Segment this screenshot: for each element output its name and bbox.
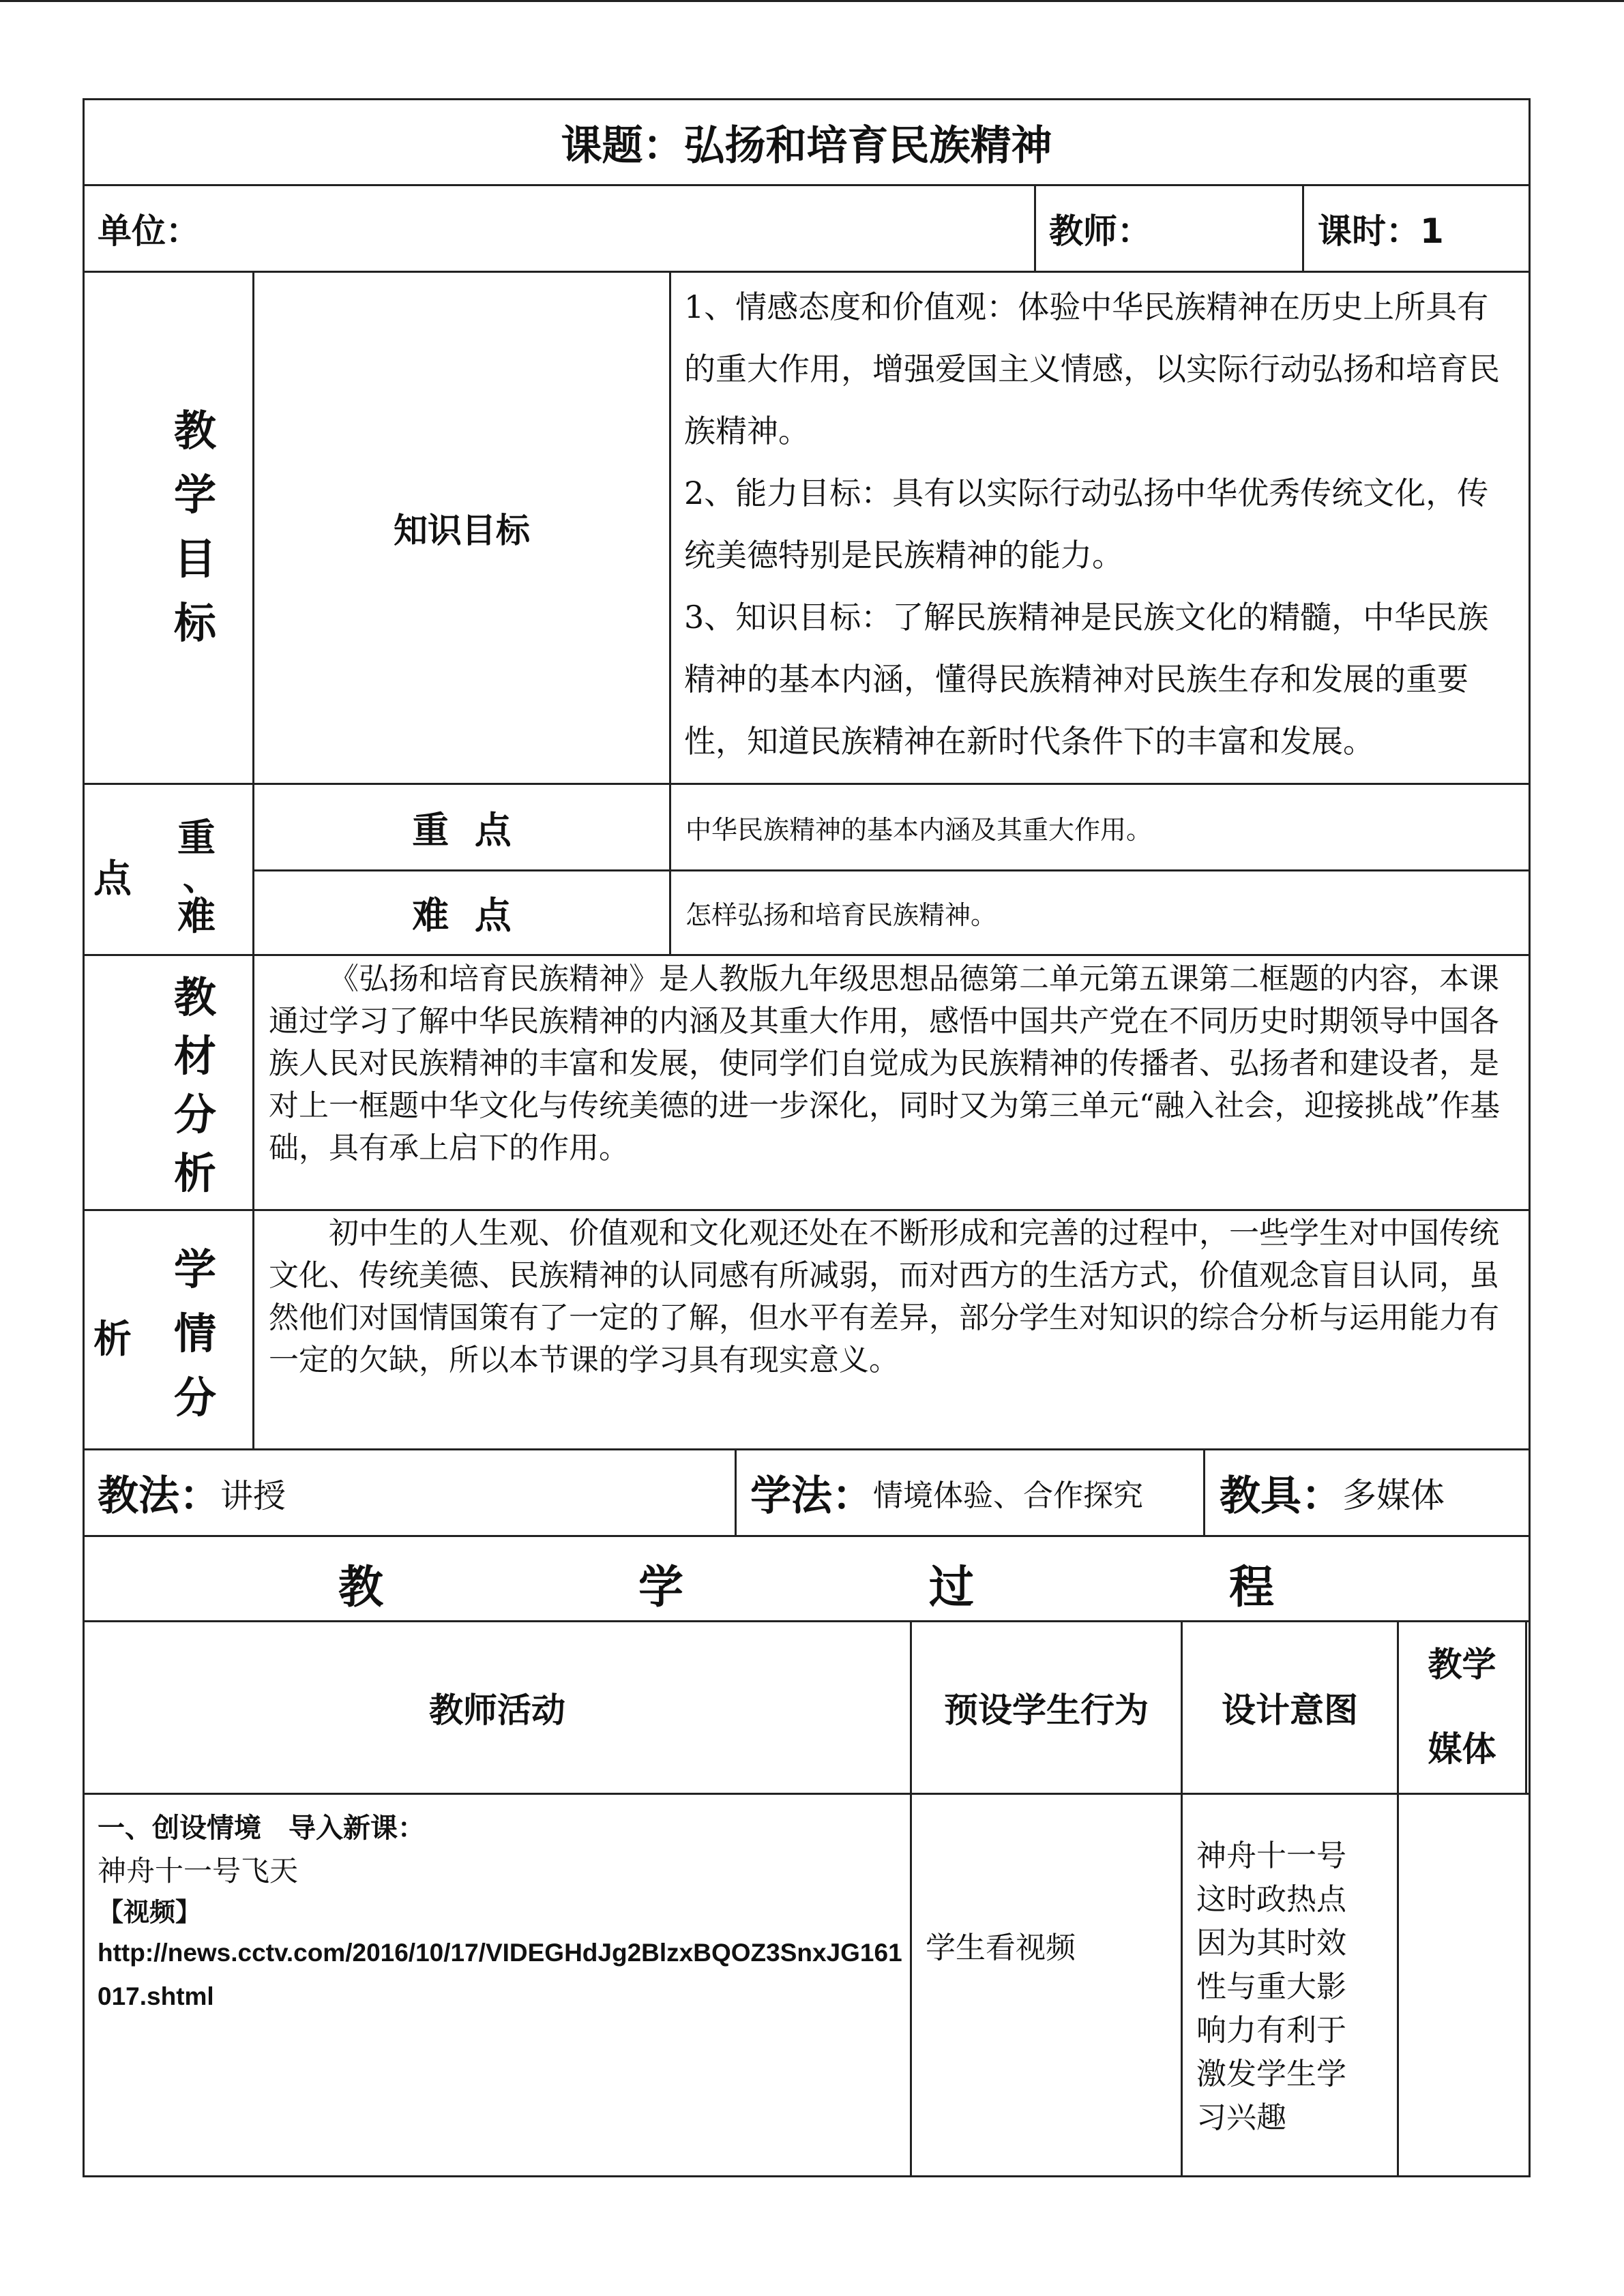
objectives-section-label [168,399,222,655]
label-char: 分 [173,1373,216,1422]
table-border [252,954,254,1450]
video-link[interactable]: http://news.cctv.com/2016/10/17/VIDEGHdJg2BlzxBQOZ3SnxJG161017.shtml [98,1939,902,2010]
unit-label: 单位： [98,211,200,251]
table-border [83,2175,1531,2177]
video-tag: 【视频】 [98,1897,202,1927]
teaching-tools-label: 教具： [1220,1472,1342,1520]
student-analysis-text: 初中生的人生观、价值观和文化观还处在不断形成和完善的过程中，一些学生对中国传统文化、传统美德、民族精神的认同感有所减弱，而对西方的生活方式，价值观念盲目认同，虽然他们对国情国策有了一定的了解，但水平有差异，部分学生对知识的综合分析与运用能力有一定的欠缺，所以本节课的学习具有现实意义。 [269,1216,1499,1377]
page-top-border [0,0,1624,2]
activity-heading: 一、创设情境 导入新课： [98,1813,425,1844]
material-analysis-label [168,968,222,1203]
objective-item: 2、能力目标：具有以实际行动弘扬中华优秀传统文化，传统美德特别是民族精神的能力。 [684,475,1489,573]
column-header-student-behavior: 预设学生行为 [944,1690,1149,1730]
table-border [735,1448,737,1537]
table-border [83,98,85,2177]
focus-label: 重 点 [412,808,512,852]
objectives-list [684,276,1516,773]
label-char: 析 [173,1148,216,1198]
process-title-char: 程 [1229,1561,1274,1613]
learning-method-value: 情境体验、合作探究 [873,1478,1143,1513]
table-border [669,271,671,956]
student-behavior-text: 学生看视频 [926,1930,1076,1965]
key-points-label-bottom: 难 [177,895,216,939]
objective-item: 3、知识目标：了解民族精神是民族文化的精髓，中华民族精神的基本内涵，懂得民族精神对民族生存和发展的重要性，知道民族精神在新时代条件下的丰富和发展。 [684,599,1489,760]
process-title-char: 过 [929,1561,974,1613]
process-title-char: 学 [638,1561,683,1613]
table-border [1034,184,1036,273]
label-char: 目 [173,534,216,584]
label-char: 标 [173,598,216,648]
label-char: 学 [173,470,216,520]
process-title [85,1537,1529,1620]
material-analysis-text: 《弘扬和培育民族精神》是人教版九年级思想品德第二单元第五课第二框题的内容，本课通过学习了解中华民族精神的内涵及其重大作用，感悟中国共产党在不同历史时期领导中国各族人民对民族精神的丰富和发展，使同学们自觉成为民族精神的传播者、弘扬者和建设者，是对上一框题中华文化与传统美德的进一步深化，同时又为第三单元“融入社会，迎接挑战”作基础，具有承上启下的作用。 [269,961,1500,1165]
learning-method [750,1450,1200,1535]
difficulty-label: 难 点 [412,894,512,937]
teaching-method-value: 讲授 [220,1476,286,1515]
teaching-method [98,1450,732,1535]
teacher-label: 教师： [1049,211,1151,251]
column-header-media [1399,1622,1525,1793]
teaching-tools-value: 多媒体 [1342,1476,1445,1515]
teacher-activity-cell [98,1807,902,2018]
column-header-design-intent: 设计意图 [1222,1690,1358,1730]
media-header-line: 教学 [1428,1645,1496,1684]
label-char: 教 [173,972,216,1022]
student-analysis-label [168,1238,222,1430]
learning-method-label: 学法： [750,1472,873,1520]
design-intent-text: 神舟十一号这时政热点因为其时效性与重大影响力有利于激发学生学习兴趣 [1196,1838,1346,2135]
label-char: 材 [173,1031,216,1081]
difficulty-text: 怎样弘扬和培育民族精神。 [685,900,997,930]
key-points-label-mid: 、 [183,859,217,898]
page-title: 课题：弘扬和培育民族精神 [561,121,1052,170]
table-border [83,954,1531,956]
knowledge-objective-label: 知识目标 [394,511,530,550]
table-border [1529,98,1531,2177]
column-header-teacher-activity: 教师活动 [429,1690,565,1730]
label-char: 学 [173,1244,216,1294]
media-cell [1399,1795,1529,2175]
media-header-line: 媒体 [1428,1729,1496,1769]
table-border [1203,1448,1205,1537]
label-char: 情 [173,1309,216,1358]
student-analysis-label-left: 析 [93,1317,132,1362]
teaching-tools [1220,1450,1526,1535]
label-char: 分 [173,1090,216,1139]
table-border [83,1793,1531,1795]
key-points-label-left: 点 [93,857,132,901]
key-points-label-top: 重 [177,816,216,861]
table-border [1525,1620,1527,1795]
teaching-method-label: 教法： [98,1472,220,1520]
objective-item: 1、情感态度和价值观：体验中华民族精神在历史上所具有的重大作用，增强爱国主义情感，以实际行动弘扬和培育民族精神。 [684,288,1500,449]
table-border [1302,184,1304,273]
table-border [83,1209,1531,1211]
hours-label: 课时：1 [1318,211,1444,251]
activity-line: 神舟十一号飞天 [98,1854,299,1888]
process-title-char: 教 [338,1561,383,1613]
label-char: 教 [173,406,216,456]
focus-text: 中华民族精神的基本内涵及其重大作用。 [685,814,1153,845]
